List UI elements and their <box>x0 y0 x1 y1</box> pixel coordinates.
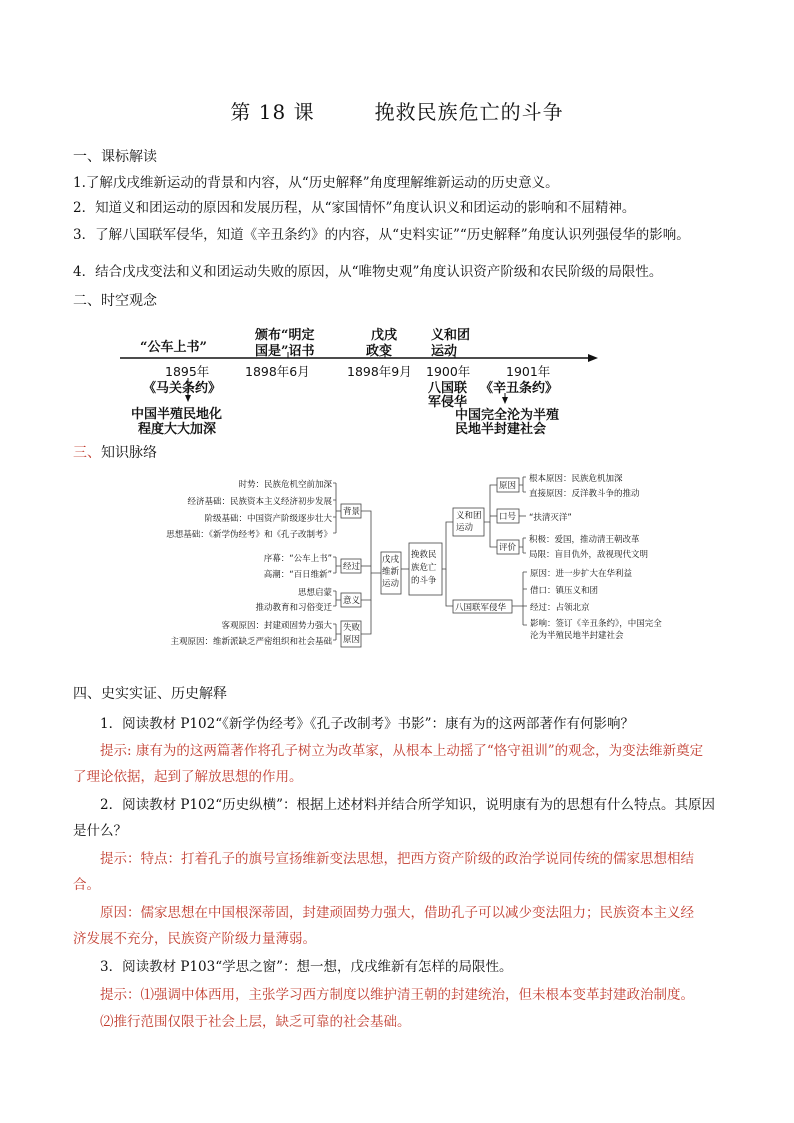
mindmap-baguo: 八国联军侵华 <box>455 603 507 613</box>
lesson-name: 挽救民族危亡的斗争 <box>374 100 564 124</box>
mindmap-baguo-3: 经过：占领北京 <box>530 603 590 613</box>
mindmap-meaning-box: 意义 <box>343 596 361 606</box>
mindmap-meaning-2: 推动教育和习俗变迁 <box>255 603 332 613</box>
timeline-event-decree-1: 颁布“明定 <box>255 328 315 343</box>
mindmap-wuxu-line-2: 维新 <box>382 567 400 577</box>
timeline-event-decree-2: 国是”诏书 <box>255 344 315 359</box>
mindmap-fail-box-line-2: 原因 <box>343 635 361 645</box>
objective-1: 1.了解戊戌维新运动的背景和内容，从“历史解释”角度理解维新运动的历史意义。 <box>73 175 559 191</box>
answer-1-label: 提示: <box>100 743 132 759</box>
question-2-line-1: 2．阅读教材 P102“历史纵横”：根据上述材料并结合所学知识，说明康有为的思想有什么特点。其原因 <box>100 797 716 813</box>
answer-2-label: 提示： <box>100 851 141 867</box>
answer-2-line-1 <box>100 847 694 867</box>
timeline-event-yihetuan-2: 运动 <box>431 344 458 359</box>
answer-2-reason-line-2: 济发展不充分，民族资产阶级力量薄弱。 <box>73 931 316 947</box>
answer-1-text: 康有为的这两篇著作将孔子树立为改革家，从根本上动摇了“恪守祖训”的观念，为变法维新奠定 <box>131 743 704 759</box>
mindmap-wuxu-line-1: 戊戌 <box>382 555 400 565</box>
mindmap-yihe-line-2: 运动 <box>456 523 474 533</box>
timeline-date-1898-6: 1898年6月 <box>245 364 310 379</box>
question-3: 3．阅读教材 P103“学思之窗”：想一想，戊戌维新有怎样的局限性。 <box>100 959 513 975</box>
timeline-baguo-2: 军侵华 <box>428 395 468 410</box>
timeline-maguan: 《马关条约》 <box>143 381 222 396</box>
objective-2: 2．知道义和团运动的原因和发展历程，从“家国情怀”角度认识义和团运动的影响和不屈精神。 <box>73 200 636 216</box>
mindmap-fail-1: 客观原因：封建顽固势力强大 <box>221 621 332 631</box>
mindmap-baguo-4: 影响：签订《辛丑条约》，中国完全 <box>530 619 662 629</box>
mindmap-eval-2: 局限：盲目仇外，敌视现代文明 <box>529 550 649 560</box>
mindmap-baguo-2: 借口：镇压义和团 <box>530 586 599 596</box>
answer-3-line-2: ⑵推行范围仅限于社会上层，缺乏可靠的社会基础。 <box>100 1014 411 1030</box>
objective-3: 3．了解八国联军侵华，知道《辛丑条约》的内容，从“史料实证”“历史解释”角度认识列强侵华的影响。 <box>73 227 690 243</box>
mindmap-center-line-1: 挽救民 <box>411 550 437 560</box>
mindmap-center <box>411 549 437 588</box>
mindmap-background-2: 经济基础：民族资本主义经济初步发展 <box>187 497 332 507</box>
mindmap-fail-2: 主观原因：维新派缺乏严密组织和社会基础 <box>170 637 332 647</box>
mindmap-eval-box: 评价 <box>499 543 517 553</box>
mindmap-yihe-reason-2: 直接原因：反洋教斗争的推动 <box>529 489 640 499</box>
timeline-date-1900: 1900年 <box>426 364 471 379</box>
question-1: 1．阅读教材 P102“《新学伪经考》《孔子改制考》书影”：康有为的这两部著作有何影响？ <box>100 716 635 732</box>
mindmap-yihe-line-1: 义和团 <box>456 511 482 521</box>
mindmap-slogan: “扶清灭洋” <box>529 513 572 523</box>
lesson-number: 第 18 课 <box>230 100 315 124</box>
mindmap-process-box: 经过 <box>343 562 361 572</box>
section3-title: 知识脉络 <box>101 445 157 461</box>
mindmap-yihe-reason-1: 根本原因：民族危机加深 <box>529 474 623 484</box>
answer-2-line-2: 合。 <box>73 877 100 893</box>
mindmap-center-line-2: 族危亡 <box>411 563 437 573</box>
timeline-xinchou-effect-1: 中国完全沦为半殖 <box>455 408 560 423</box>
mindmap-yihe <box>456 510 482 534</box>
answer-1-line-2: 了理论依据，起到了解放思想的作用。 <box>73 769 303 785</box>
section4-heading: 四、史实实证、历史解释 <box>73 686 227 702</box>
timeline-event-coup-2: 政变 <box>366 344 393 359</box>
mindmap-slogan-box: 口号 <box>499 512 517 522</box>
timeline-maguan-effect-1: 中国半殖民地化 <box>131 407 223 422</box>
timeline-xinchou: 《辛丑条约》 <box>480 381 559 396</box>
objective-4: 4．结合戊戌变法和义和团运动失败的原因，从“唯物史观”角度认识资产阶级和农民阶级的局限性。 <box>73 264 663 280</box>
mindmap-background-1: 时势：民族危机空前加深 <box>238 480 332 490</box>
mindmap-meaning-1: 思想启蒙 <box>297 588 332 598</box>
answer-3-line-1: 提示：⑴强调中体西用，主张学习西方制度以维护清王朝的封建统治，但未根本变革封建政治制度。 <box>100 987 694 1003</box>
mindmap-yihe-reason-box: 原因 <box>499 481 517 491</box>
answer-2-text: 特点：打着孔子的旗号宣扬维新变法思想，把西方资产阶级的政治学说同传统的儒家思想相结 <box>140 851 694 867</box>
mindmap-baguo-5: 沦为半殖民地半封建社会 <box>530 631 624 641</box>
question-2-line-2: 是什么？ <box>73 823 127 839</box>
timeline-maguan-effect-2: 程度大大加深 <box>138 422 217 437</box>
mindmap-fail-box <box>343 622 360 646</box>
timeline-xinchou-effect-2: 民地半封建社会 <box>455 422 547 437</box>
mindmap-background-box: 背景 <box>343 507 361 517</box>
mindmap-eval-1: 积极：爱国，推动清王朝改革 <box>529 535 640 545</box>
mindmap-baguo-1: 原因：进一步扩大在华利益 <box>530 569 633 579</box>
timeline-event-yihetuan-1: 义和团 <box>431 328 471 343</box>
section1-heading: 一、课标解读 <box>73 149 157 165</box>
mindmap-background-3: 阶级基础：中国资产阶级逐步壮大 <box>204 514 332 524</box>
timeline-date-1895: 1895年 <box>165 364 210 379</box>
timeline-event-coup-1: 戊戌 <box>371 328 398 343</box>
mindmap-fail-box-line-1: 失败 <box>343 623 361 633</box>
timeline-date-1901: 1901年 <box>506 364 551 379</box>
timeline-baguo-1: 八国联 <box>428 381 468 396</box>
answer-2-reason-line-1: 原因：儒家思想在中国根深蒂固，封建顽固势力强大，借助孔子可以减少变法阻力；民族资本主义经 <box>100 905 694 921</box>
timeline-date-1898-9: 1898年9月 <box>347 364 412 379</box>
mindmap-wuxu-line-3: 运动 <box>382 579 400 589</box>
timeline-event-gongche: “公车上书” <box>140 340 207 355</box>
answer-1-line-1 <box>100 739 703 759</box>
mindmap-wuxu <box>382 554 399 590</box>
mindmap-process-2: 高潮：“百日维新” <box>263 570 332 580</box>
mindmap-center-line-3: 的斗争 <box>411 576 437 586</box>
mindmap-background-4: 思想基础：《新学伪经考》和《孔子改制考》 <box>166 530 332 540</box>
mindmap-process-1: 序幕：“公车上书” <box>263 554 332 564</box>
section2-heading: 二、时空观念 <box>73 293 157 309</box>
section3-number: 三、 <box>73 445 101 461</box>
